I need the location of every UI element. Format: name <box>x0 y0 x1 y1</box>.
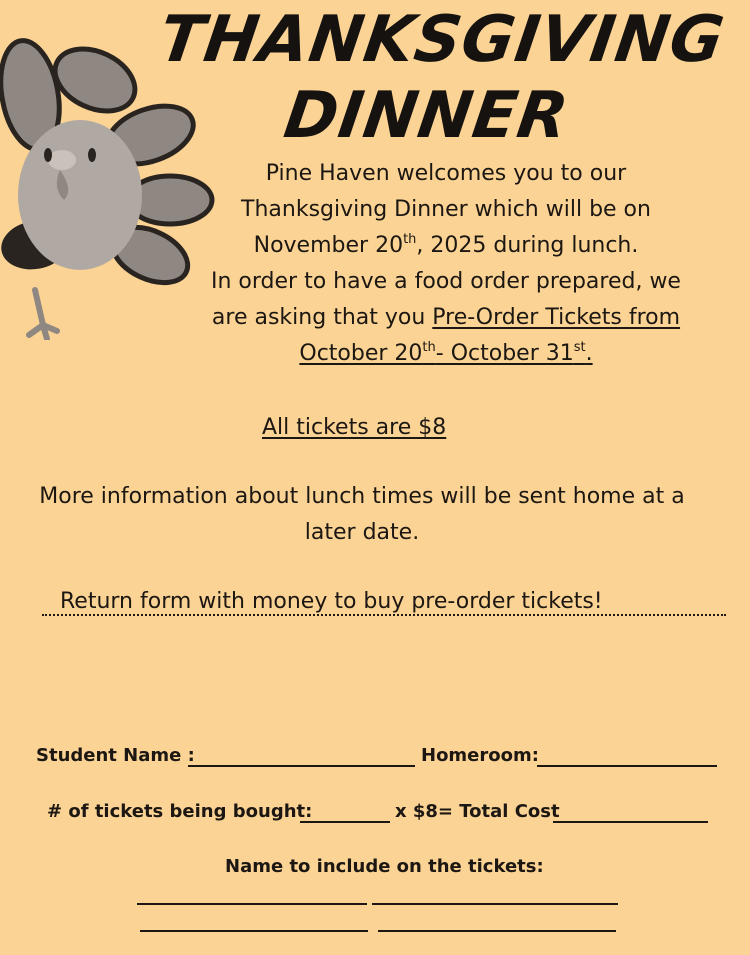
ticket-price: All tickets are $8 <box>262 415 447 440</box>
intro-line-1: Pine Haven welcomes you to our <box>265 161 627 186</box>
homeroom-field[interactable] <box>537 765 717 767</box>
intro-date-sup: th <box>403 232 417 247</box>
preorder-period: . <box>585 341 593 366</box>
intro-date-rest: , 2025 during lunch. <box>416 233 639 258</box>
info-line-1: More information about lunch times will be sent home at a <box>39 484 685 509</box>
cut-line <box>42 614 726 616</box>
intro-date-text: November 20 <box>253 233 404 258</box>
ticket-names-label: Name to include on the tickets: <box>225 856 544 877</box>
preorder-end-date: - October 31 <box>435 341 574 366</box>
tickets-quantity-field[interactable] <box>300 821 390 823</box>
intro-line-6 <box>180 336 712 372</box>
total-cost-field[interactable] <box>553 821 708 823</box>
intro-line-5-text: are asking that you <box>211 305 433 330</box>
ticket-name-field-1[interactable] <box>137 903 367 905</box>
title-line-2: DINNER <box>279 79 574 153</box>
title-line-1: THANKSGIVING <box>154 3 729 77</box>
intro-line-5 <box>180 300 712 336</box>
homeroom-label: Homeroom: <box>421 745 539 766</box>
intro-paragraph <box>180 156 712 372</box>
turkey-body <box>18 120 142 339</box>
intro-line-2: Thanksgiving Dinner which will be on <box>241 197 651 222</box>
preorder-start-sup: th <box>422 340 436 355</box>
total-cost-label: x $8= Total Cost <box>395 801 560 822</box>
student-name-field[interactable] <box>188 765 415 767</box>
ticket-name-field-2[interactable] <box>372 903 618 905</box>
ticket-name-field-3[interactable] <box>140 930 368 932</box>
preorder-end-sup: st <box>573 340 586 355</box>
return-note: Return form with money to buy pre-order tickets! <box>60 589 603 614</box>
info-paragraph <box>0 479 724 551</box>
intro-line-3 <box>180 228 712 264</box>
student-name-label: Student Name : <box>36 745 195 766</box>
ticket-name-field-4[interactable] <box>378 930 616 932</box>
intro-line-4: In order to have a food order prepared, we <box>211 269 681 294</box>
info-line-2: later date. <box>304 520 420 545</box>
preorder-start-date: October 20 <box>299 341 423 366</box>
preorder-dates-heading: Pre-Order Tickets from <box>432 305 681 330</box>
tickets-label: # of tickets being bought: <box>47 801 313 822</box>
